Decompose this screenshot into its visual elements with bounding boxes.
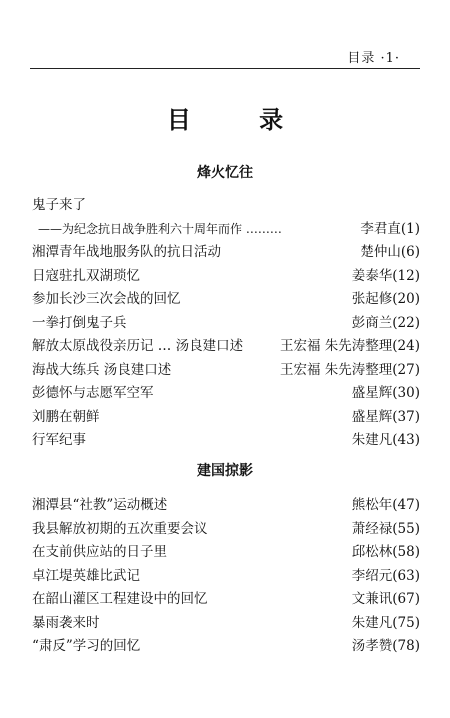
toc-entry[interactable] [32, 406, 420, 430]
toc-entry[interactable] [32, 288, 420, 312]
toc-entry[interactable] [32, 494, 420, 518]
entry-title: 彭德怀与志愿军空军 [32, 385, 154, 401]
entry-author: 楚仲山(6) [360, 244, 420, 260]
entry-author: 姜泰华(12) [351, 267, 420, 284]
entry-author: 张起修(20) [351, 291, 420, 307]
entry-title: 在支前供应站的日子里 [32, 544, 167, 560]
section-title: 烽火忆往 [197, 165, 253, 181]
entry-author: 王宏福 朱先涛整理(24) [279, 338, 420, 354]
entry-author: 汤孝赞(78) [351, 638, 420, 654]
entry-title: 在韶山灌区工程建设中的回忆 [32, 591, 208, 607]
entry-title: “肃反”学习的回忆 [32, 638, 141, 654]
entry-title: 一拳打倒鬼子兵 [32, 314, 127, 331]
entry-author: 王宏福 朱先涛整理(27) [279, 361, 420, 378]
entry-title: 卓江堤英雄比武记 [32, 567, 140, 584]
entry-author: 李君直(1) [360, 220, 420, 237]
toc-entry[interactable] [32, 588, 420, 612]
toc-entry[interactable] [32, 635, 420, 659]
section-title: 建国掠影 [197, 463, 253, 479]
entry-title: 湘潭青年战地服务队的抗日活动 [32, 244, 221, 260]
toc-entry[interactable] [32, 429, 420, 453]
entry-author: 盛星辉(30) [351, 385, 420, 401]
entry-author: 文兼讯(67) [351, 591, 420, 607]
toc-entry[interactable] [32, 335, 420, 359]
toc-list [32, 494, 420, 659]
running-head: 目录 ·1· [347, 51, 400, 66]
entry-author: 萧经禄(55) [351, 520, 420, 537]
entry-author: 邱松林(58) [351, 544, 420, 560]
toc-entry[interactable] [32, 218, 420, 242]
entry-author: 朱建凡(75) [351, 614, 420, 631]
toc-entry[interactable] [32, 194, 420, 218]
toc-entry[interactable] [32, 612, 420, 636]
entry-title: 海战大练兵 汤良建口述 [32, 361, 172, 378]
toc-entry[interactable] [32, 312, 420, 336]
entry-title: 参加长沙三次会战的回忆 [32, 291, 181, 307]
header-rule [30, 68, 420, 69]
entry-title: 行军纪事 [32, 432, 86, 448]
entry-author: 朱建凡(43) [351, 432, 420, 448]
entry-title: 湘潭县“社教”运动概述 [32, 497, 168, 513]
entry-title: 暴雨袭来时 [32, 614, 100, 631]
toc-list [32, 194, 420, 453]
toc-entry[interactable] [32, 382, 420, 406]
toc-entry[interactable] [32, 265, 420, 289]
toc-entry[interactable] [32, 541, 420, 565]
page-title: 目 录 [166, 106, 314, 134]
entry-title: 日寇驻扎双湖琐忆 [32, 267, 140, 284]
toc-entry[interactable] [32, 241, 420, 265]
toc-entry[interactable] [32, 518, 420, 542]
entry-title: 解放太原战役亲历记 … 汤良建口述 [32, 338, 244, 354]
toc-entry[interactable] [32, 565, 420, 589]
toc-entry[interactable] [32, 359, 420, 383]
entry-title: 我县解放初期的五次重要会议 [32, 520, 208, 537]
entry-author: 彭商兰(22) [351, 314, 420, 331]
entry-author: 李绍元(63) [351, 567, 420, 584]
entry-author: 盛星辉(37) [351, 408, 420, 425]
entry-title: ——为纪念抗日战争胜利六十周年而作 ……… [38, 221, 282, 236]
entry-title: 刘鹏在朝鲜 [32, 408, 100, 425]
entry-title: 鬼子来了 [32, 197, 86, 213]
entry-author: 熊松年(47) [351, 497, 420, 513]
